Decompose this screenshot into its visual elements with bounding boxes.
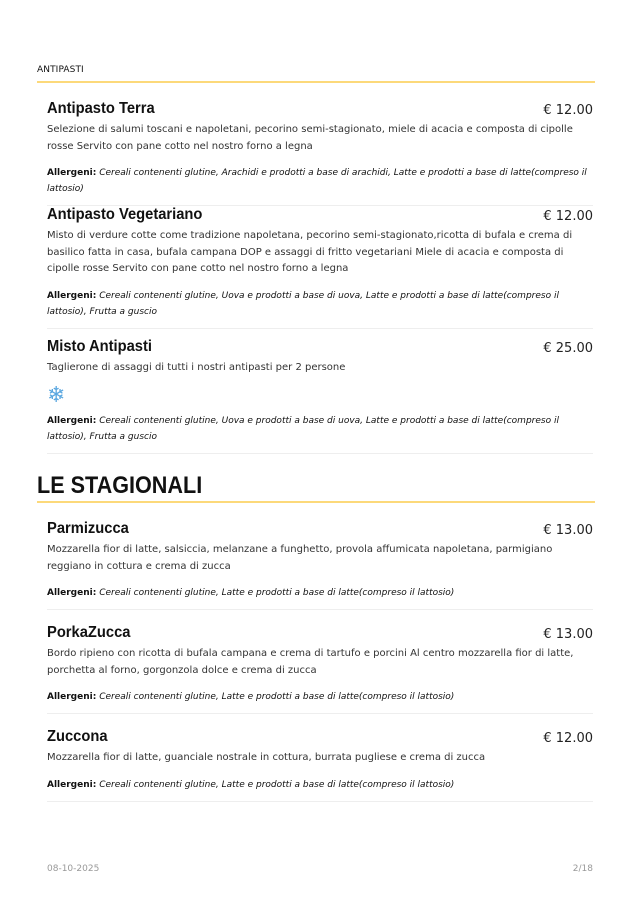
item-allergens: Allergeni: Cereali contenenti glutine, Latte e prodotti a base di latte(compreso il lattosio) xyxy=(47,779,455,790)
menu-item xyxy=(47,517,593,610)
footer-date: 08-10-2025 xyxy=(47,864,100,874)
item-name: PorkaZucca xyxy=(47,624,131,641)
menu-item xyxy=(47,203,593,329)
item-description: Taglierone di assaggi di tutti i nostri antipasti per 2 persone xyxy=(47,362,346,373)
item-allergens: Allergeni: Cereali contenenti glutine, Latte e prodotti a base di latte(compreso il lattosio) xyxy=(47,692,455,702)
item-name: Antipasto Vegetariano xyxy=(47,206,203,223)
item-allergens: Allergeni: Cereali contenenti glutine, Uova e prodotti a base di uova, Latte e prodotti a base di latte(compreso il lattosio), Frutta a guscio xyxy=(47,290,559,317)
item-description: Misto di verdure cotte come tradizione napoletana, pecorino semi-stagionato,ricotta di bufala e crema di basilico fatta in casa, bufala campana DOP e assaggi di fritto vegetariani Miele di acacia e composta di cipolle rosse Servito con pane cotto nel nostro forno a legna xyxy=(47,230,573,274)
section-divider xyxy=(37,501,595,503)
item-allergens: Allergeni: Cereali contenenti glutine, Latte e prodotti a base di latte(compreso il lattosio) xyxy=(47,588,455,598)
item-allergens: Allergeni: Cereali contenenti glutine, Arachidi e prodotti a base di arachidi, Latte e prodotti a base di latte(compreso il lattosio) xyxy=(47,168,587,194)
section-title-antipasti: ANTIPASTI xyxy=(37,65,84,75)
item-name: Parmizucca xyxy=(47,520,129,537)
menu-item xyxy=(47,621,593,714)
menu-item xyxy=(47,725,593,802)
section-title-le-stagionali: LE STAGIONALI xyxy=(37,472,203,499)
item-price: € 12.00 xyxy=(543,209,593,224)
menu-item xyxy=(47,97,593,206)
footer-page-number: 2/18 xyxy=(572,864,593,874)
item-price: € 13.00 xyxy=(543,627,593,642)
item-allergens: Allergeni: Cereali contenenti glutine, Uova e prodotti a base di uova, Latte e prodotti a base di latte(compreso il lattosio), Frutta a guscio xyxy=(47,415,559,442)
section-divider xyxy=(37,81,595,83)
item-price: € 12.00 xyxy=(543,103,593,118)
snowflake-icon: ❄ xyxy=(47,382,66,408)
item-price: € 12.00 xyxy=(543,731,593,746)
item-description: Mozzarella fior di latte, guanciale nostrale in cottura, burrata pugliese e crema di zucca xyxy=(47,752,486,763)
item-name: Zuccona xyxy=(47,728,108,745)
item-price: € 13.00 xyxy=(543,523,593,538)
item-description: Mozzarella fior di latte, salsiccia, melanzane a funghetto, provola affumicata napoletana, parmigiano reggiano in cottura e crema di zucca xyxy=(47,544,553,572)
menu-item xyxy=(47,335,593,454)
item-name: Antipasto Terra xyxy=(47,100,155,117)
item-price: € 25.00 xyxy=(543,341,593,356)
item-description: Selezione di salumi toscani e napoletani, pecorino semi-stagionato, miele di acacia e composta di cipolle rosse Servito con pane cotto nel nostro forno a legna xyxy=(47,124,573,152)
item-description: Bordo ripieno con ricotta di bufala campana e crema di tartufo e porcini Al centro mozzarella fior di latte, porchetta al forno, gorgonzola dolce e crema di zucca xyxy=(47,648,574,676)
item-name: Misto Antipasti xyxy=(47,338,152,355)
